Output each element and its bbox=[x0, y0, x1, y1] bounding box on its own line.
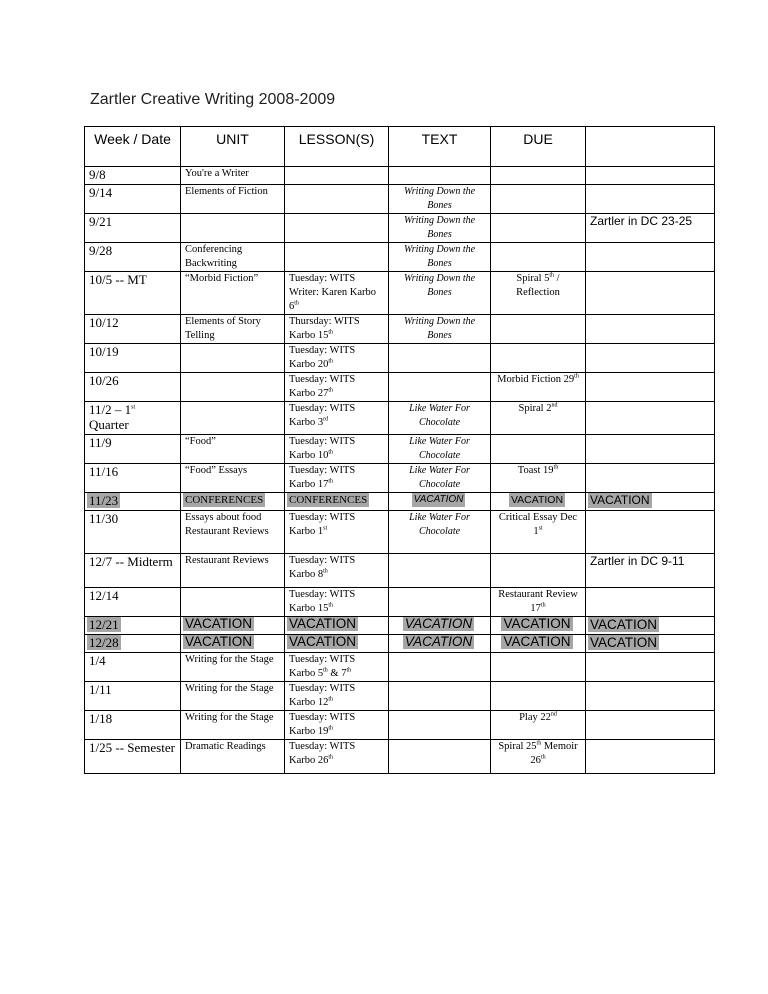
cell-unit bbox=[181, 554, 285, 588]
cell-text bbox=[389, 711, 491, 740]
cell-unit bbox=[181, 493, 285, 511]
cell-lesson bbox=[285, 682, 389, 711]
cell-lesson bbox=[285, 464, 389, 493]
cell-text bbox=[389, 554, 491, 588]
cell-text: 12/14 bbox=[89, 588, 119, 603]
cell-lesson bbox=[285, 185, 389, 214]
cell-text: Elements of Story Telling bbox=[185, 316, 261, 341]
cell-text: Thursday: WITS Karbo 15th bbox=[289, 316, 360, 341]
cell-note bbox=[586, 272, 715, 315]
cell-note bbox=[586, 167, 715, 185]
cell-due bbox=[491, 272, 586, 315]
cell-text: Like Water For Chocolate bbox=[409, 465, 470, 490]
cell-text bbox=[389, 493, 491, 511]
table-row bbox=[85, 373, 715, 402]
highlighted-label: VACATION bbox=[413, 494, 464, 505]
cell-note bbox=[586, 493, 715, 511]
cell-text: 9/28 bbox=[89, 243, 113, 258]
cell-text: Tuesday: WITS Karbo 19th bbox=[289, 712, 356, 737]
cell-week bbox=[85, 272, 181, 315]
cell-text: Spiral 2nd bbox=[518, 402, 558, 414]
cell-text bbox=[389, 588, 491, 617]
cell-text: Writing for the Stage bbox=[185, 712, 274, 723]
cell-text bbox=[389, 464, 491, 493]
table-row bbox=[85, 344, 715, 373]
table-row bbox=[85, 554, 715, 588]
cell-text bbox=[389, 214, 491, 243]
cell-lesson bbox=[285, 167, 389, 185]
cell-text bbox=[389, 653, 491, 682]
highlighted-label: VACATION bbox=[404, 634, 473, 649]
cell-text bbox=[389, 315, 491, 344]
cell-note bbox=[586, 711, 715, 740]
cell-text: Play 22nd bbox=[519, 711, 557, 723]
cell-text: Spiral 5th / Reflection bbox=[516, 272, 560, 298]
cell-unit bbox=[181, 344, 285, 373]
cell-note bbox=[586, 554, 715, 588]
cell-text: Writing Down the Bones bbox=[403, 273, 476, 298]
cell-text: Morbid Fiction 29th bbox=[497, 373, 579, 385]
cell-lesson bbox=[285, 315, 389, 344]
cell-note bbox=[586, 243, 715, 272]
cell-text bbox=[389, 682, 491, 711]
cell-week bbox=[85, 167, 181, 185]
cell-text bbox=[389, 167, 491, 185]
cell-note bbox=[586, 373, 715, 402]
cell-text: 9/8 bbox=[89, 167, 106, 182]
cell-text: 11/2 – 1st Quarter bbox=[89, 402, 136, 432]
highlighted-label: VACATION bbox=[185, 634, 253, 649]
cell-text: “Morbid Fiction” bbox=[185, 273, 259, 284]
cell-text: 1/25 -- Semester bbox=[89, 740, 175, 755]
highlighted-label: VACATION bbox=[590, 617, 658, 632]
cell-text: Tuesday: WITS Karbo 15th bbox=[289, 589, 356, 614]
cell-text: 9/21 bbox=[89, 214, 113, 229]
table-row bbox=[85, 711, 715, 740]
cell-text: Essays about food Restaurant Reviews bbox=[185, 512, 269, 537]
cell-text: Critical Essay Dec 1st bbox=[498, 512, 578, 537]
cell-unit bbox=[181, 682, 285, 711]
table-row bbox=[85, 653, 715, 682]
cell-due bbox=[491, 315, 586, 344]
cell-text: Tuesday: WITS Karbo 26th bbox=[289, 741, 356, 766]
cell-unit bbox=[181, 588, 285, 617]
cell-text: “Food” Essays bbox=[185, 465, 248, 476]
cell-week bbox=[85, 711, 181, 740]
cell-unit bbox=[181, 214, 285, 243]
highlighted-label: VACATION bbox=[289, 634, 357, 649]
cell-unit bbox=[181, 617, 285, 635]
cell-lesson bbox=[285, 373, 389, 402]
cell-text: Like Water For Chocolate bbox=[409, 403, 470, 428]
cell-unit bbox=[181, 435, 285, 464]
cell-unit bbox=[181, 635, 285, 653]
cell-due bbox=[491, 511, 586, 554]
table-row bbox=[85, 511, 715, 554]
cell-lesson bbox=[285, 554, 389, 588]
cell-text: 10/19 bbox=[89, 344, 119, 359]
cell-text: Like Water For Chocolate bbox=[409, 512, 470, 537]
cell-text: Conferencing Backwriting bbox=[185, 244, 243, 269]
cell-text: 11/30 bbox=[89, 511, 119, 526]
cell-text: Writing Down the Bones bbox=[403, 316, 476, 341]
cell-due bbox=[491, 344, 586, 373]
cell-due bbox=[491, 635, 586, 653]
cell-week bbox=[85, 653, 181, 682]
table-row bbox=[85, 588, 715, 617]
cell-unit bbox=[181, 711, 285, 740]
highlighted-label: VACATION bbox=[503, 634, 571, 649]
highlighted-label: 11/23 bbox=[89, 493, 119, 508]
cell-week bbox=[85, 554, 181, 588]
document-title: Zartler Creative Writing 2008-2009 bbox=[90, 91, 336, 108]
cell-text: Writing Down the Bones bbox=[403, 186, 476, 211]
cell-due bbox=[491, 402, 586, 435]
cell-text: You're a Writer bbox=[185, 168, 249, 179]
cell-week bbox=[85, 315, 181, 344]
cell-lesson bbox=[285, 214, 389, 243]
cell-text bbox=[389, 185, 491, 214]
cell-text: Toast 19th bbox=[517, 464, 559, 476]
cell-text: 11/9 bbox=[89, 435, 112, 450]
header-week: Week / Date bbox=[85, 127, 181, 167]
cell-note bbox=[586, 344, 715, 373]
cell-text bbox=[389, 617, 491, 635]
highlighted-label: VACATION bbox=[185, 616, 253, 631]
cell-note bbox=[586, 682, 715, 711]
cell-due bbox=[491, 214, 586, 243]
cell-note bbox=[586, 185, 715, 214]
cell-week bbox=[85, 185, 181, 214]
cell-text: Tuesday: WITS Karbo 8th bbox=[289, 555, 356, 580]
table-row bbox=[85, 464, 715, 493]
highlighted-label: VACATION bbox=[404, 616, 473, 631]
cell-text: Tuesday: WITS Karbo 1st bbox=[289, 512, 356, 537]
cell-lesson bbox=[285, 653, 389, 682]
cell-lesson bbox=[285, 493, 389, 511]
cell-text: Tuesday: WITS Karbo 3rd bbox=[289, 403, 356, 428]
cell-text bbox=[389, 511, 491, 554]
table-row bbox=[85, 617, 715, 635]
cell-week bbox=[85, 344, 181, 373]
cell-note bbox=[586, 315, 715, 344]
header-lessons: LESSON(S) bbox=[285, 127, 389, 167]
table-row bbox=[85, 167, 715, 185]
cell-text: Elements of Fiction bbox=[185, 186, 268, 197]
highlighted-label: VACATION bbox=[590, 493, 650, 507]
cell-due bbox=[491, 653, 586, 682]
cell-week bbox=[85, 682, 181, 711]
cell-text: Writing for the Stage bbox=[185, 683, 274, 694]
table-row bbox=[85, 493, 715, 511]
cell-week bbox=[85, 373, 181, 402]
cell-lesson bbox=[285, 635, 389, 653]
cell-unit bbox=[181, 185, 285, 214]
table-row bbox=[85, 272, 715, 315]
cell-note bbox=[586, 511, 715, 554]
cell-text: 1/18 bbox=[89, 711, 113, 726]
header-unit: UNIT bbox=[181, 127, 285, 167]
cell-week bbox=[85, 435, 181, 464]
cell-lesson bbox=[285, 272, 389, 315]
table-row bbox=[85, 243, 715, 272]
cell-note bbox=[586, 435, 715, 464]
cell-lesson bbox=[285, 402, 389, 435]
highlighted-label: VACATION bbox=[510, 494, 564, 506]
cell-text: Zartler in DC 9-11 bbox=[590, 554, 685, 568]
cell-due bbox=[491, 373, 586, 402]
cell-week bbox=[85, 740, 181, 774]
cell-text: 1/4 bbox=[89, 653, 106, 668]
cell-note bbox=[586, 464, 715, 493]
cell-unit bbox=[181, 315, 285, 344]
cell-text bbox=[389, 344, 491, 373]
highlighted-label: VACATION bbox=[503, 616, 571, 631]
cell-due bbox=[491, 554, 586, 588]
cell-week bbox=[85, 617, 181, 635]
cell-week bbox=[85, 635, 181, 653]
cell-due bbox=[491, 588, 586, 617]
cell-due bbox=[491, 185, 586, 214]
table-header-row bbox=[85, 127, 715, 167]
cell-unit bbox=[181, 653, 285, 682]
cell-text: Tuesday: WITS Writer: Karen Karbo 6th bbox=[289, 273, 377, 312]
cell-text: 10/26 bbox=[89, 373, 119, 388]
cell-text bbox=[389, 435, 491, 464]
table-row bbox=[85, 635, 715, 653]
cell-text: Writing for the Stage bbox=[185, 654, 274, 665]
cell-week bbox=[85, 243, 181, 272]
cell-text: Zartler in DC 23-25 bbox=[590, 214, 693, 228]
highlighted-label: VACATION bbox=[590, 635, 658, 650]
cell-unit bbox=[181, 373, 285, 402]
header-due: DUE bbox=[491, 127, 586, 167]
cell-note bbox=[586, 617, 715, 635]
highlighted-label: CONFERENCES bbox=[185, 494, 264, 506]
cell-text: Like Water For Chocolate bbox=[409, 436, 470, 461]
cell-text: “Food” bbox=[185, 436, 216, 447]
cell-text: Tuesday: WITS Karbo 12th bbox=[289, 683, 356, 708]
cell-due bbox=[491, 167, 586, 185]
cell-text bbox=[389, 272, 491, 315]
cell-unit bbox=[181, 511, 285, 554]
cell-week bbox=[85, 402, 181, 435]
cell-note bbox=[586, 588, 715, 617]
cell-note bbox=[586, 635, 715, 653]
schedule-table bbox=[84, 126, 715, 774]
cell-text bbox=[389, 402, 491, 435]
cell-note bbox=[586, 653, 715, 682]
cell-due bbox=[491, 740, 586, 774]
cell-text bbox=[389, 243, 491, 272]
header-text: TEXT bbox=[389, 127, 491, 167]
header-notes bbox=[586, 127, 715, 167]
cell-text: 12/7 -- Midterm bbox=[89, 554, 173, 569]
cell-week bbox=[85, 588, 181, 617]
cell-text bbox=[389, 373, 491, 402]
cell-week bbox=[85, 214, 181, 243]
cell-text: 11/16 bbox=[89, 464, 119, 479]
table-row bbox=[85, 402, 715, 435]
cell-text: Tuesday: WITS Karbo 27th bbox=[289, 374, 356, 399]
table-row bbox=[85, 682, 715, 711]
cell-text: 9/14 bbox=[89, 185, 113, 200]
cell-text: Spiral 25th Memoir 26th bbox=[498, 740, 578, 766]
cell-lesson bbox=[285, 435, 389, 464]
cell-lesson bbox=[285, 740, 389, 774]
cell-week bbox=[85, 493, 181, 511]
cell-text: 10/12 bbox=[89, 315, 119, 330]
cell-note bbox=[586, 740, 715, 774]
cell-unit bbox=[181, 402, 285, 435]
cell-lesson bbox=[285, 344, 389, 373]
table-row bbox=[85, 185, 715, 214]
highlighted-label: VACATION bbox=[289, 616, 357, 631]
table-row bbox=[85, 315, 715, 344]
table-row bbox=[85, 435, 715, 464]
cell-text bbox=[389, 635, 491, 653]
cell-unit bbox=[181, 464, 285, 493]
cell-text: Tuesday: WITS Karbo 17th bbox=[289, 465, 356, 490]
cell-text: Tuesday: WITS Karbo 20th bbox=[289, 345, 356, 370]
cell-note bbox=[586, 214, 715, 243]
cell-due bbox=[491, 711, 586, 740]
cell-text: Tuesday: WITS Karbo 5th & 7th bbox=[289, 654, 356, 679]
cell-note bbox=[586, 402, 715, 435]
highlighted-label: 12/28 bbox=[89, 635, 119, 650]
cell-unit bbox=[181, 740, 285, 774]
cell-due bbox=[491, 464, 586, 493]
cell-text: 1/11 bbox=[89, 682, 112, 697]
cell-lesson bbox=[285, 617, 389, 635]
cell-due bbox=[491, 435, 586, 464]
table-row bbox=[85, 740, 715, 774]
cell-lesson bbox=[285, 711, 389, 740]
highlighted-label: 12/21 bbox=[89, 617, 119, 632]
cell-lesson bbox=[285, 511, 389, 554]
cell-lesson bbox=[285, 588, 389, 617]
cell-unit bbox=[181, 167, 285, 185]
cell-text: Dramatic Readings bbox=[185, 741, 266, 752]
cell-due bbox=[491, 617, 586, 635]
cell-text: Writing Down the Bones bbox=[403, 215, 476, 240]
cell-lesson bbox=[285, 243, 389, 272]
cell-due bbox=[491, 682, 586, 711]
cell-text: Restaurant Reviews bbox=[185, 555, 269, 566]
cell-text: 10/5 -- MT bbox=[89, 272, 147, 287]
highlighted-label: CONFERENCES bbox=[289, 494, 368, 506]
cell-text: Restaurant Review 17th bbox=[498, 589, 578, 614]
cell-text: Writing Down the Bones bbox=[403, 244, 476, 269]
table-row bbox=[85, 214, 715, 243]
cell-week bbox=[85, 511, 181, 554]
cell-week bbox=[85, 464, 181, 493]
cell-unit bbox=[181, 272, 285, 315]
cell-text bbox=[389, 740, 491, 774]
cell-due bbox=[491, 493, 586, 511]
cell-text: Tuesday: WITS Karbo 10th bbox=[289, 436, 356, 461]
cell-due bbox=[491, 243, 586, 272]
cell-unit bbox=[181, 243, 285, 272]
